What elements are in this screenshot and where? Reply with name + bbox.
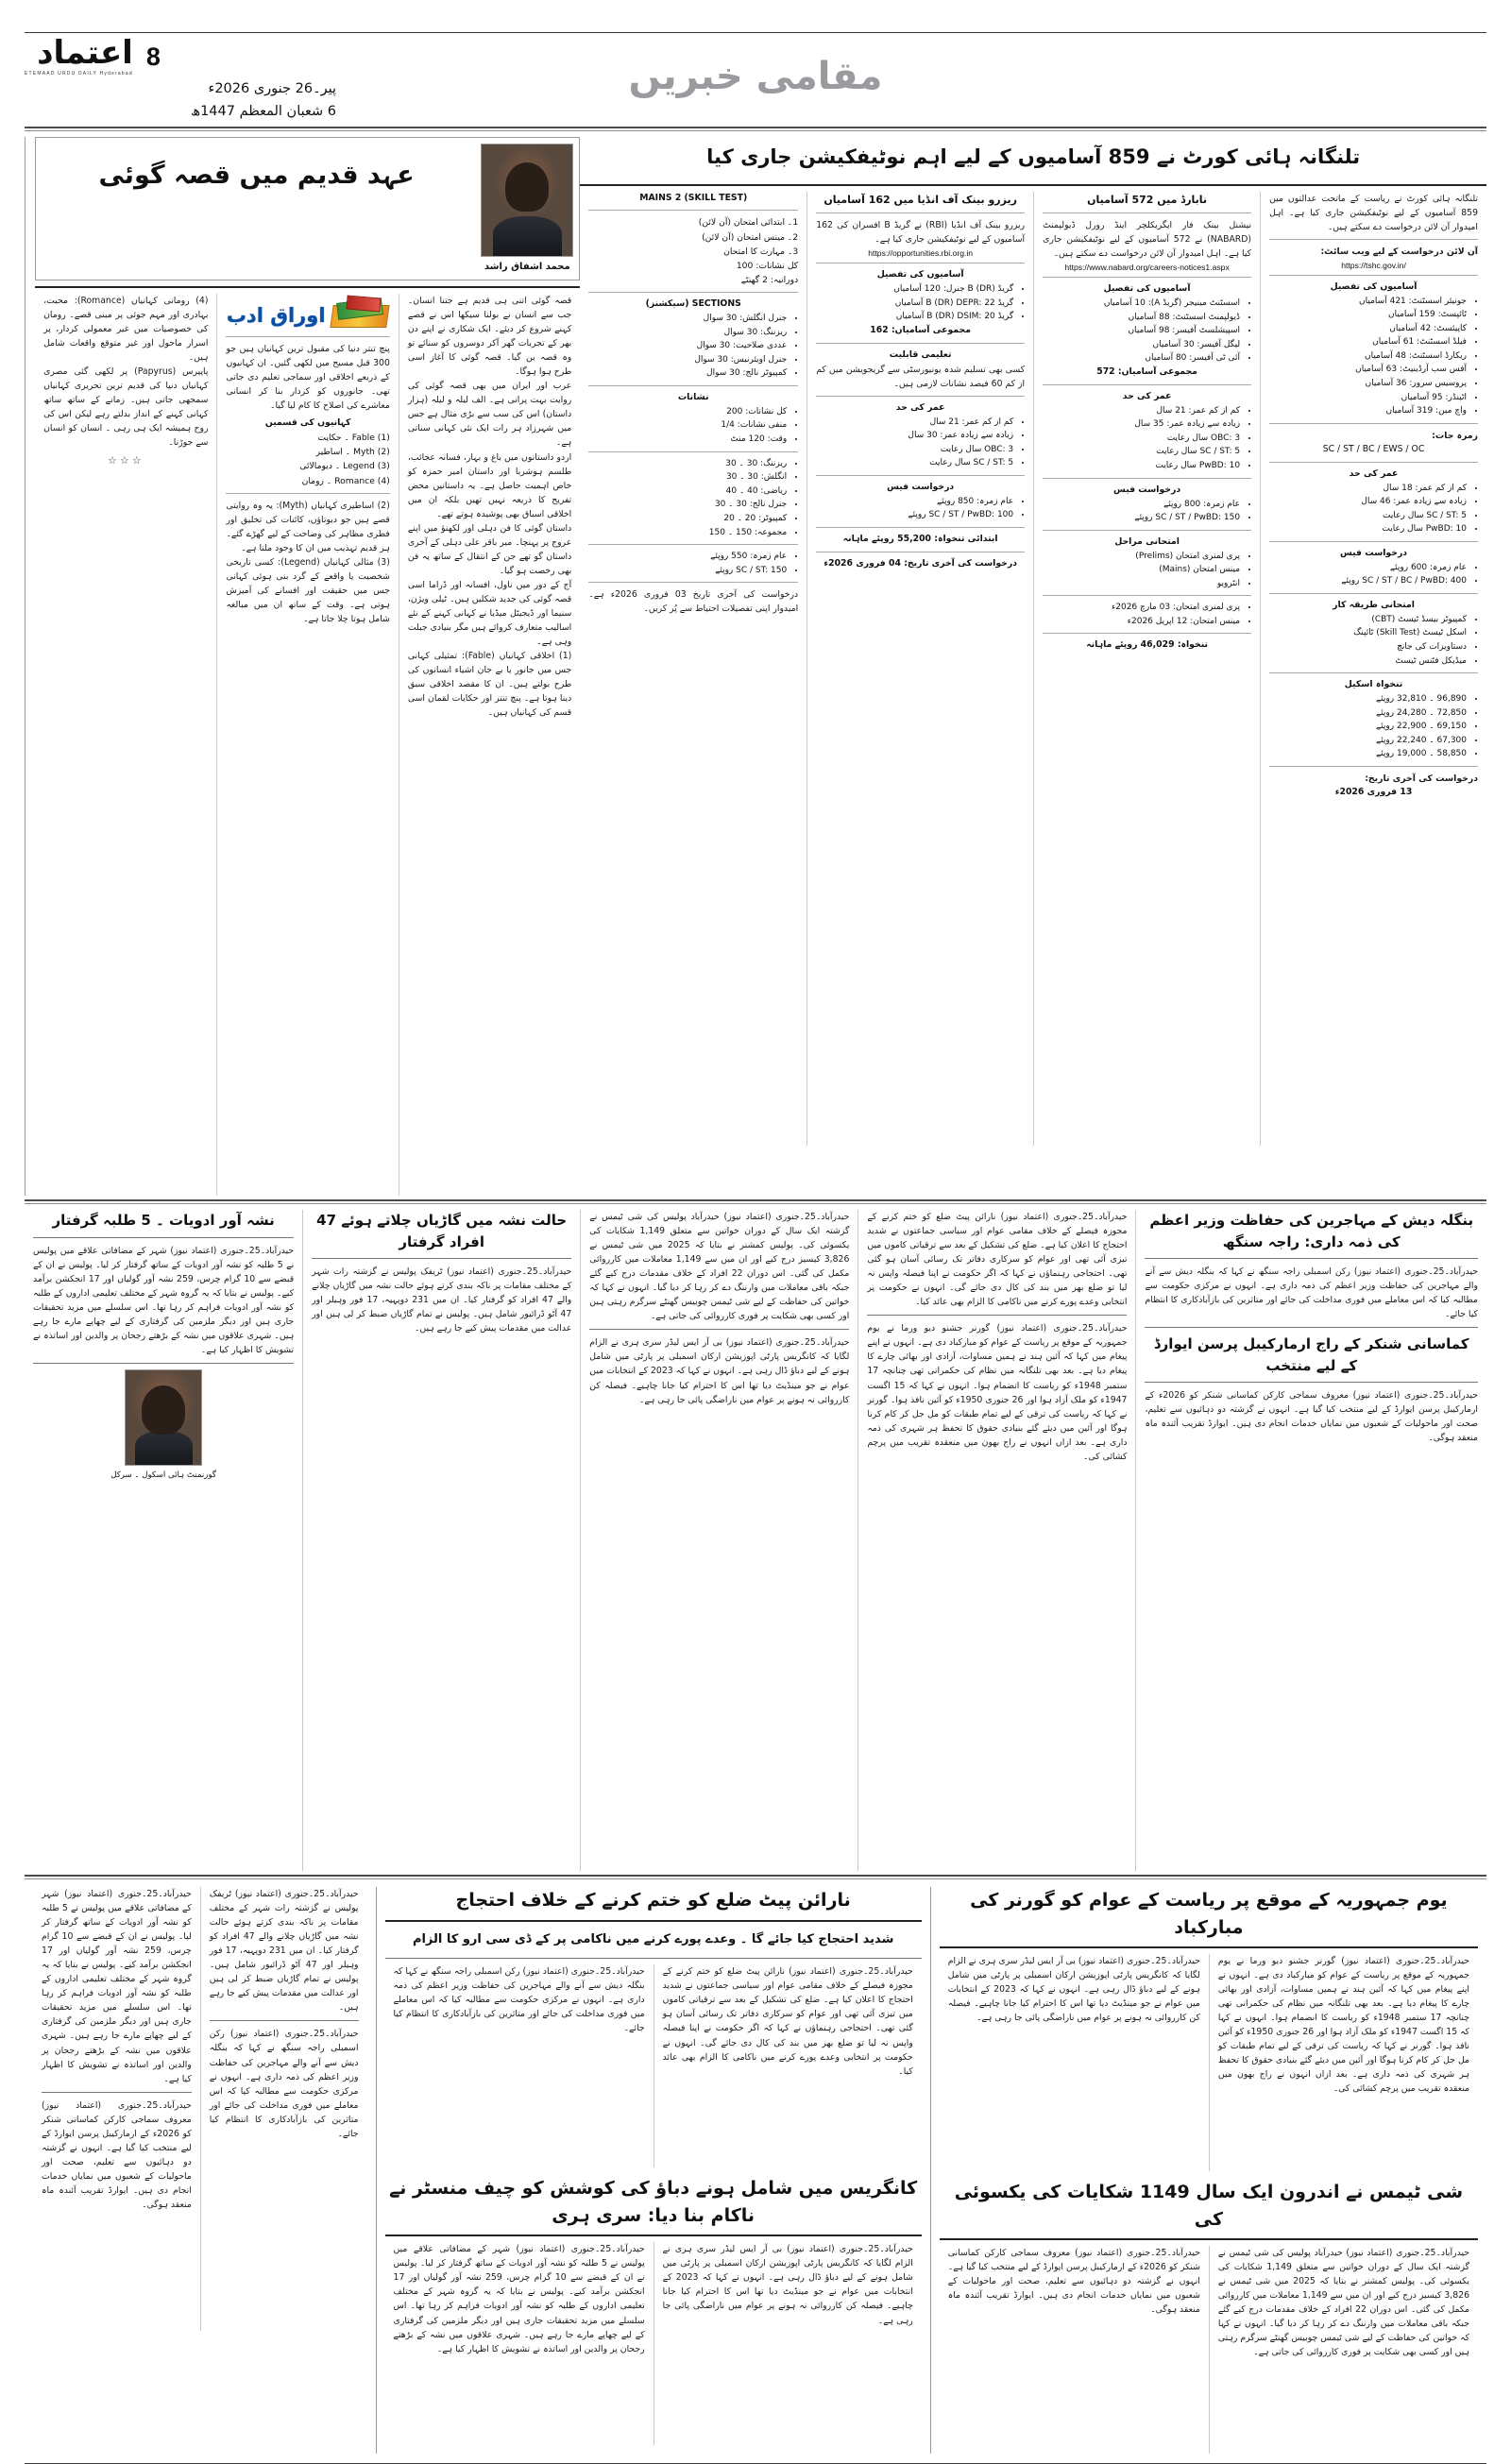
date-item: • مینس امتحان: 12 اپریل 2026ء xyxy=(1043,615,1240,629)
notification-headline: تلنگانہ ہائی کورٹ نے 859 آسامیوں کے لیے اہم نوٹیفکیشن جاری کیا xyxy=(706,145,1361,168)
divider xyxy=(588,385,798,386)
col-b-age-title: عمر کی حد xyxy=(1122,390,1172,401)
feature-col-3 xyxy=(35,294,216,1196)
section-item: • ریزننگ: 30 سوال xyxy=(588,326,787,340)
feature-col-2 xyxy=(216,294,398,1196)
col-b-dates-list xyxy=(1043,601,1251,628)
narayanpet-subhead: شدید احتجاج کیا جائے گا ۔ وعدے پورے کرنے میں ناکامی پر کے ڈی سی ارو کا الزام xyxy=(412,1931,894,1946)
page-number: 8 xyxy=(145,42,161,71)
post-item: • کاپیئسٹ: 42 آسامیاں xyxy=(1269,322,1467,336)
narayanpet-body: حیدرآباد۔25۔جنوری (اعتماد نیوز) نارائن پیٹ ضلع کو ختم کرنے کے مجوزہ فیصلے کے خلاف مقامی عوام اور سیاسی جماعتوں نے شدید احتجاج کا اعلان کیا ہے۔ ضلع کی تشکیل کے بعد سے ترقیاتی کاموں میں تیزی آئی تھی اور عوام کو سرکاری دفاتر تک رسائی آسان ہو گئی تھی۔ احتجاجی رہنماؤں نے کہا کہ اگر حکومت نے اپنا فیصلہ واپس نہ لیا تو ضلع بھر میں بند کی کال دی جائے گی۔ انہوں نے حکومت پر انتخابی وعدے پورے کرنے میں ناکامی کا الزام بھی عائد کیا۔ xyxy=(662,1966,913,2077)
col-b-fee-title: درخواست فیس xyxy=(1113,484,1181,495)
divider xyxy=(940,1946,1478,1948)
brief-body: حیدرآباد۔25۔جنوری (اعتماد نیوز) رکن اسمبلی راجہ سنگھ نے کہا کہ بنگلہ دیش سے آنے والے مہاجرین کی حفاظت وزیر اعظم کی ذمہ داری ہے۔ انہوں نے مرکزی حکومت سے مطالبہ کیا کہ اس معاملے میں فوری مداخلت کی جائے اور متاثرین کی بازآبادکاری کا انتظام کیا جائے۔ xyxy=(1145,1266,1478,1320)
she-teams-cols xyxy=(940,2246,1478,2454)
congress-cols xyxy=(385,2242,922,2445)
divider xyxy=(588,210,798,211)
col-c-salary: 55,200 روپئے ماہانہ xyxy=(842,533,932,544)
brief-body: حیدرآباد۔25۔جنوری (اعتماد نیوز) ٹریفک پولیس نے گزشتہ رات شہر کے مختلف مقامات پر ناکہ بندی کرتے ہوئے حالت نشہ میں گاڑیاں چلانے والے 47 افراد کو گرفتار کیا۔ ان میں 231 دوپہیہ، 17 فور وہیلر اور 47 آٹو ڈرائیور شامل ہیں۔ پولیس نے تمام گاڑیاں ضبط کر لی ہیں اور عدالت میں مقدمات پیش کیے جا رہے ہیں۔ xyxy=(312,1266,572,1334)
col-b-total-label: مجموعی آسامیاں: xyxy=(1117,366,1197,377)
divider xyxy=(1269,672,1478,673)
col-c-salary-label: ابتدائی تنخواہ: xyxy=(934,533,998,544)
notification-col-b xyxy=(1033,192,1260,1146)
left-brief-body: حیدرآباد۔25۔جنوری (اعتماد نیوز) شہر کے مضافاتی علاقے میں پولیس نے 5 طلبہ کو نشہ آور ادویات کے ساتھ گرفتار کر لیا۔ پولیس نے ان کے قبضے سے 10 گرام چرس، 259 نشہ آور گولیاں اور 17 انجکشن برآمد کیے۔ پولیس نے بتایا کہ یہ گروہ شہر کے مختلف تعلیمی اداروں کے طلبہ کو نشہ آور ادویات فراہم کر رہا تھا۔ اس سلسلے میں مزید تحقیقات جاری ہیں اور دیگر ملزمین کی گرفتاری کے لیے چھاپے مارے جا رہے ہیں۔ شہری علاقوں میں نشہ کے بڑھتے رجحان پر والدین اور اساتذہ نے تشویش کا اظہار کیا ہے۔ xyxy=(42,1889,192,2084)
divider xyxy=(1043,633,1251,634)
col-a-age-list xyxy=(1269,482,1478,536)
feature-para: اردو داستانوں میں باغ و بہار، فسانہ عجائب، طلسم ہوشربا اور داستان امیر حمزہ کو خاص اہمیت حاصل ہے۔ یہ داستانیں محض تفریح کا ذریعہ نہیں تھیں بلکہ ان میں اخلاقی اسباق بھی پوشیدہ ہوتے تھے۔ xyxy=(407,451,572,519)
feature-header xyxy=(35,137,580,280)
books-icon xyxy=(331,299,390,331)
age-item: • کم از کم عمر: 21 سال xyxy=(816,416,1013,430)
bottom-left-col-1 xyxy=(200,1887,367,2331)
feature-para: قصہ گوئی اتنی ہی قدیم ہے جتنا انسان۔ جب سے انسان نے بولنا سیکھا اس نے قصے کہنے شروع کر دیئے۔ ایک شکاری نے اپنے دن بھر کے تجربات گھر آکر دوسروں کو سنائے تو وہ قصہ بن گیا۔ قصہ گوئی کا آغاز اسی طرح ہوا ہوگا۔ xyxy=(407,296,572,378)
brief-photo-caption: گورنمنٹ ہائی اسکول ۔ سرکل xyxy=(110,1470,216,1480)
divider xyxy=(1269,462,1478,463)
divider xyxy=(312,1258,571,1259)
section-title: مقامی خبریں xyxy=(628,55,883,98)
she-col-2 xyxy=(940,2246,1209,2454)
subject-item: • جنرل نالج: 30 ۔ 30 xyxy=(588,498,787,512)
exam-item: • اسکل ٹیسٹ (Skill Test) ٹائپنگ xyxy=(1269,626,1467,640)
col-b-age-list xyxy=(1043,404,1251,473)
divider xyxy=(42,2092,192,2093)
feature-rule xyxy=(35,286,580,288)
row-item: کل نشانات: 100 xyxy=(736,260,799,271)
col-c-total-row xyxy=(816,324,1025,338)
divider xyxy=(385,1958,922,1959)
age-item: • کم از کم عمر: 21 سال xyxy=(1043,404,1240,418)
col-d-rows xyxy=(588,215,798,287)
col-d-subject-list xyxy=(588,457,798,539)
post-item: • ریکارڈ اسسٹنٹ: 48 آسامیاں xyxy=(1269,349,1467,364)
notification-col-a xyxy=(1260,192,1486,1146)
col-a-fee-list xyxy=(1269,561,1478,588)
col-b-website[interactable]: https://www.nabard.org/careers-notices1.aspx xyxy=(1064,263,1230,273)
book-red-icon xyxy=(346,295,381,312)
feature-categories-heading: کہانیوں کی قسمیں xyxy=(264,417,351,429)
col-c-salary-row xyxy=(816,533,1025,547)
end-ornament: ☆☆☆ xyxy=(107,454,144,467)
brief-body: حیدرآباد۔25۔جنوری (اعتماد نیوز) معروف سماجی کارکن کماسانی شنکر کو 2026ء کے ارمارکیبل پرسن ایوارڈ کے لیے منتخب کیا گیا ہے۔ انہوں نے گزشتہ دو دہائیوں سے تعلیم، صحت اور ماحولیات کے شعبوں میں نمایاں خدمات انجام دی ہیں۔ ایوارڈ تقریب آئندہ ماہ منعقد ہوگی۔ xyxy=(1145,1390,1478,1444)
row-item: 2۔ مینس امتحان (آن لائن) xyxy=(702,231,799,243)
congress-col-2 xyxy=(385,2242,654,2445)
age-item: • زیادہ سے زیادہ عمر: 30 سال xyxy=(816,429,1013,443)
exam-item: • کمپیوٹر بیسڈ ٹیسٹ (CBT) xyxy=(1269,613,1467,627)
post-item: • اسسٹنٹ مینیجر (گریڈ A): 10 آسامیاں xyxy=(1043,297,1240,311)
divider xyxy=(1043,212,1251,213)
salary-item: • 72,850 ۔ 24,280 روپئے xyxy=(1269,706,1467,721)
row-item: دورانیہ: 2 گھنٹے xyxy=(740,275,799,286)
col-b-total: 572 xyxy=(1096,366,1115,377)
age-item: • OBC: 3 سال رعایت xyxy=(816,443,1013,457)
salary-item: • 69,150 ۔ 22,900 روپئے xyxy=(1269,720,1467,734)
fee-item: • SC / ST / PwBD: 150 روپئے xyxy=(1043,511,1240,525)
she-teams-headline: شی ٹیمس نے اندرون ایک سال 1149 شکایات کی یکسوئی کی xyxy=(954,2182,1464,2230)
narayanpet-body-cont: حیدرآباد۔25۔جنوری (اعتماد نیوز) رکن اسمبلی راجہ سنگھ نے کہا کہ بنگلہ دیش سے آنے والے مہاجرین کی حفاظت وزیر اعظم کی ذمہ داری ہے۔ انہوں نے مرکزی حکومت سے مطالبہ کیا کہ اس معاملے میں فوری مداخلت کی جائے اور متاثرین کی بازآبادکاری کا انتظام کیا جائے۔ xyxy=(393,1966,645,2034)
divider xyxy=(588,451,798,452)
post-item: • لیگل آفیسر: 30 آسامیاں xyxy=(1043,338,1240,352)
narayanpet-block xyxy=(376,1887,931,2454)
left-brief-body: حیدرآباد۔25۔جنوری (اعتماد نیوز) رکن اسمبلی راجہ سنگھ نے کہا کہ بنگلہ دیش سے آنے والے مہاجرین کی حفاظت وزیر اعظم کی ذمہ داری ہے۔ انہوں نے مرکزی حکومت سے مطالبہ کیا کہ اس معاملے میں فوری مداخلت کی جائے اور متاثرین کی بازآبادکاری کا انتظام کیا جائے۔ xyxy=(209,2029,359,2139)
paper-logo-row xyxy=(25,34,336,76)
col-d-heading: MAINS 2 (SKILL TEST) xyxy=(639,192,748,203)
fee-item: • عام زمرہ: 550 روپئے xyxy=(588,550,787,564)
notification-columns xyxy=(580,192,1486,1146)
divider xyxy=(1269,541,1478,542)
category-item: (2) Myth ۔ اساطیر xyxy=(315,447,390,458)
col-c-age-title: عمر کی حد xyxy=(895,401,945,413)
subject-item: • مجموعہ: 150 ۔ 150 xyxy=(588,526,787,540)
col-b-salary: 46,029 روپئے ماہانہ xyxy=(1086,639,1175,651)
feature-closing: پاپیرس (Papyrus) پر لکھی گئی مصری کہانیاں دنیا کی قدیم ترین تحریری کہانیاں سمجھی جاتی ہیں۔ زمانے کے ساتھ ساتھ کہانی کہنے کے انداز بدلتے رہے لیکن اس کی روح ہمیشہ ایک ہی رہی ۔ انسان کو انسان سے جوڑنا۔ xyxy=(43,366,209,449)
col-c-elig-title: تعلیمی قابلیت xyxy=(889,348,952,360)
briefs-zone xyxy=(25,1210,1486,1871)
brief-photo xyxy=(125,1369,202,1466)
col-b-fee-list xyxy=(1043,498,1251,525)
paper-name-latin: ETEMAAD URDU DAILY Hyderabad xyxy=(25,71,133,76)
divider xyxy=(1269,423,1478,424)
col-d-sections-title: SECTIONS (سیکشنز) xyxy=(645,298,741,310)
divider xyxy=(1145,1258,1478,1259)
feature-categories xyxy=(226,431,389,488)
bottom-left-cols xyxy=(33,1887,367,2331)
feature-para: پنچ تنتر دنیا کی مقبول ترین کہانیاں ہیں جو 300 قبل مسیح میں لکھی گئیں۔ ان کہانیوں کے ذریعے اخلاقی اور سماجی تعلیم دی جاتی تھی۔ جانوروں کو کردار بنا کر انسانی معاشرے کی اصلاح کا کام لیا گیا۔ xyxy=(226,344,390,412)
age-item: • SC / ST: 5 سال رعایت xyxy=(816,456,1013,470)
age-item: • زیادہ سے زیادہ عمر: 46 سال xyxy=(1269,495,1467,509)
col-b-salary-row xyxy=(1043,638,1251,653)
feature-columns xyxy=(35,294,580,1196)
republic-col-1 xyxy=(1209,1954,1478,2171)
col-c-fee-title: درخواست فیس xyxy=(887,481,955,492)
date-item: • پری لمنری امتحان: 03 مارچ 2026ء xyxy=(1043,601,1240,615)
congress-body: حیدرآباد۔25۔جنوری (اعتماد نیوز) بی آر ایس لیڈر سری ہری نے الزام لگایا کہ کانگریس پارٹی اپوزیشن ارکان اسمبلی پر پارٹی میں شامل ہونے کے لیے دباؤ ڈال رہی ہے۔ انہوں نے کہا کہ 2023 کے انتخابات میں عوام نے جو مینڈیٹ دیا تھا اس کا احترام کیا جانا چاہیے۔ فیصلہ کن کارروائی نہ ہونے پر عوام میں ناراضگی پائی جا رہی ہے۔ xyxy=(662,2244,913,2326)
post-item: • پروسیس سرور: 36 آسامیاں xyxy=(1269,377,1467,391)
post-item: • جونیئر اسسٹنٹ: 421 آسامیاں xyxy=(1269,295,1467,309)
feature-para: (1) اخلاقی کہانیاں (Fable): تمثیلی کہانی جس میں جانور یا بے جان اشیاء انسانوں کی طرح بولتے ہیں۔ ان کا مقصد اخلاقی سبق دینا ہوتا ہے۔ پنچ تنتر اور حکایات لقمان اسی قسم کی کہانیاں ہیں۔ xyxy=(407,651,572,719)
col-b-exam-list xyxy=(1043,550,1251,591)
masthead-left xyxy=(25,33,336,122)
section-item: • کمپیوٹر نالج: 30 سوال xyxy=(588,366,787,381)
divider xyxy=(816,527,1025,528)
bottom-left-block xyxy=(25,1887,376,2454)
divider xyxy=(385,2235,922,2236)
bottom-left-col-2 xyxy=(33,1887,200,2331)
col-a-posts-list xyxy=(1269,295,1478,418)
divider xyxy=(588,544,798,545)
feature-note: (3) مثالی کہانیاں (Legend): کسی تاریخی شخصیت یا واقعے کے گرد بنی ہوئی کہانی جس میں حقیقت اور افسانے کی آمیزش ہوتی ہے۔ وقت کے ساتھ ان میں مبالغہ شامل ہوتا چلا جاتا ہے۔ xyxy=(226,556,390,625)
divider xyxy=(385,1920,922,1922)
col-c-intro: ریزرو بینک آف انڈیا (RBI) نے گریڈ B افسران کی 162 آسامیوں کے لیے نوٹیفکیشن جاری کیا ہے۔ xyxy=(816,220,1026,246)
row-item: 1۔ ابتدائی امتحان (آن لائن) xyxy=(698,217,799,229)
she-body-cont: حیدرآباد۔25۔جنوری (اعتماد نیوز) معروف سماجی کارکن کماسانی شنکر کو 2026ء کے ارمارکیبل پرسن ایوارڈ کے لیے منتخب کیا گیا ہے۔ انہوں نے گزشتہ دو دہائیوں سے تعلیم، صحت اور ماحولیات کے شعبوں میں نمایاں خدمات انجام دی ہیں۔ ایوارڈ تقریب آئندہ ماہ منعقد ہوگی۔ xyxy=(947,2248,1200,2316)
feature-col-1 xyxy=(399,294,580,1196)
brief-col-4 xyxy=(302,1210,580,1871)
brief-headline: حالت نشہ میں گاڑیاں چلاتے ہوئے 47 افراد گرفتار xyxy=(316,1212,568,1250)
divider xyxy=(816,212,1025,213)
fee-item: • SC / ST / PwBD: 100 روپئے xyxy=(816,508,1013,522)
post-item: • اٹینڈر: 95 آسامیاں xyxy=(1269,391,1467,405)
divider xyxy=(1043,384,1251,385)
divider xyxy=(1043,478,1251,479)
col-b-total-row xyxy=(1043,365,1251,380)
brief-body-cont: حیدرآباد۔25۔جنوری (اعتماد نیوز) بی آر ایس لیڈر سری ہری نے الزام لگایا کہ کانگریس پارٹی اپوزیشن ارکان اسمبلی پر پارٹی میں شامل ہونے کے لیے دباؤ ڈال رہی ہے۔ انہوں نے کہا کہ 2023 کے انتخابات میں عوام نے جو مینڈیٹ دیا تھا اس کا احترام کیا جانا چاہیے۔ فیصلہ کن کارروائی نہ ہونے پر عوام میں ناراضگی پائی جا رہی ہے۔ xyxy=(589,1337,850,1405)
divider xyxy=(1043,277,1251,278)
subject-item: • ریزننگ: 30 ۔ 30 xyxy=(588,457,787,471)
republic-body-cont: حیدرآباد۔25۔جنوری (اعتماد نیوز) بی آر ایس لیڈر سری ہری نے الزام لگایا کہ کانگریس پارٹی اپوزیشن ارکان اسمبلی پر پارٹی میں شامل ہونے کے لیے دباؤ ڈال رہی ہے۔ انہوں نے کہا کہ 2023 کے انتخابات میں عوام نے جو مینڈیٹ دیا تھا اس کا احترام کیا جانا چاہیے۔ فیصلہ کن کارروائی نہ ہونے پر عوام میں ناراضگی پائی جا رہی ہے۔ xyxy=(947,1956,1200,2024)
exam-item: • مینس امتحان (Mains) xyxy=(1043,563,1240,577)
fee-item: • SC / ST / BC / PwBD: 400 روپئے xyxy=(1269,574,1467,588)
exam-item: • دستاویزات کی جانچ xyxy=(1269,640,1467,654)
col-a-exam-list xyxy=(1269,613,1478,668)
divider xyxy=(1269,593,1478,594)
feature-para: آج کے دور میں ناول، افسانہ اور ڈراما اسی قصہ گوئی کی جدید شکلیں ہیں۔ ٹیلی ویژن، سنیما اور ڈیجیٹل میڈیا نے کہانی کہنے کے نئے اسالیب متعارف کروائے ہیں مگر بنیادی جبلت وہی ہے۔ xyxy=(407,579,572,648)
notification-col-c xyxy=(806,192,1033,1146)
brief-col-3 xyxy=(580,1210,857,1871)
section-item: • جنرل اویئرنیس: 30 سوال xyxy=(588,353,787,367)
republic-day-cols xyxy=(940,1954,1478,2171)
top-zone xyxy=(25,137,1486,1196)
col-a-posts-title: آسامیوں کی تفصیل xyxy=(1330,280,1418,292)
feature-para: داستان گوئی کا فن دہلی اور لکھنؤ میں اپنے عروج پر پہنچا۔ میر باقر علی دہلی کے آخری داستان گو تھے جن کے انتقال کے ساتھ یہ فن بھی رخصت ہو گیا۔ xyxy=(407,522,572,576)
age-item: • SC / ST: 5 سال رعایت xyxy=(1043,445,1240,459)
col-a-salary-head: تنخواہ اسکیل xyxy=(1344,679,1403,690)
fee-item: • عام زمرہ: 850 روپئے xyxy=(816,495,1013,509)
col-d-fee-list xyxy=(588,550,798,577)
col-c-total-label: مجموعی آسامیاں: xyxy=(891,324,971,335)
col-c-posts-title: آسامیوں کی تفصیل xyxy=(876,269,964,280)
date-gregorian: پیر۔26 جنوری 2026ء xyxy=(208,81,336,96)
author-photo xyxy=(481,144,573,257)
fee-item: • عام زمرہ: 800 روپئے xyxy=(1043,498,1240,512)
masthead-bottom-rule xyxy=(25,127,1486,131)
post-item: • آئی ٹی آفیسر: 80 آسامیاں xyxy=(1043,351,1240,365)
col-b-exam-title: امتحانی مراحل xyxy=(1114,535,1180,547)
col-d-marks-list xyxy=(588,405,798,447)
divider xyxy=(1269,239,1478,240)
awraq-adab-logo xyxy=(226,299,389,331)
brief-body-cont: حیدرآباد۔25۔جنوری (اعتماد نیوز) گورنر جشنو دیو ورما نے یوم جمہوریہ کے موقع پر ریاست کے عوام کو مبارکباد دی ہے۔ انہوں نے اپنے پیغام میں کہا کہ آئین ہند نے ہمیں مساوات، آزادی اور بھائی چارے کا پیغام دیا ہے۔ بعد بھی تلنگانہ میں نظام کی حکمرانی تھی چنانچہ 17 ستمبر 1948ء کو ریاست کا انضمام ہوا۔ انہوں نے کہا کہ 15 اگست 1947ء کو ملک آزاد ہوا اور 26 جنوری 1950ء کو آئین نافذ ہوا۔ گورنر نے کہا کہ ریاست کی ترقی کے لیے تمام طبقات کو مل جل کر کام کرنا ہوگا اور آئین میں دیئے گئے بنیادی حقوق کا تحفظ ہر شہری کی ذمہ داری ہے۔ بعد ازاں انہوں نے راج بھون میں منعقدہ تقریب میں پرچم کشائی کی۔ xyxy=(867,1323,1128,1462)
col-d-marks-title: نشانات xyxy=(677,392,709,402)
col-b-salary-label: تنخواہ: xyxy=(1177,639,1208,651)
brief-body: حیدرآباد۔25۔جنوری (اعتماد نیوز) شہر کے مضافاتی علاقے میں پولیس نے 5 طلبہ کو نشہ آور ادویات کے ساتھ گرفتار کر لیا۔ پولیس نے ان کے قبضے سے 10 گرام چرس، 259 نشہ آور گولیاں اور 17 انجکشن برآمد کیے۔ پولیس نے بتایا کہ یہ گروہ شہر کے مختلف تعلیمی اداروں کے طلبہ کو نشہ آور ادویات فراہم کر رہا تھا۔ اس سلسلے میں مزید تحقیقات جاری ہیں اور دیگر ملزمین کی گرفتاری کے لیے چھاپے مارے جا رہے ہیں۔ شہری علاقوں میں نشہ کے بڑھتے رجحان پر والدین اور اساتذہ نے تشویش کا اظہار کیا ہے۔ xyxy=(33,1245,295,1355)
divider xyxy=(1145,1327,1478,1328)
age-item: • PwBD: 10 سال رعایت xyxy=(1043,459,1240,473)
exam-item: • پری لمنری امتحان (Prelims) xyxy=(1043,550,1240,564)
col-a-website[interactable]: https://tshc.gov.in/ xyxy=(1341,260,1406,270)
salary-item: • 58,850 ۔ 19,000 روپئے xyxy=(1269,747,1467,761)
republic-day-headline: یوم جمہوریہ کے موقع پر ریاست کے عوام کو گورنر کی مبارکباد xyxy=(970,1890,1448,1938)
divider xyxy=(1269,275,1478,276)
post-item: • اسپیشلسٹ آفیسر: 98 آسامیاں xyxy=(1043,324,1240,338)
republic-body: حیدرآباد۔25۔جنوری (اعتماد نیوز) گورنر جشنو دیو ورما نے یوم جمہوریہ کے موقع پر ریاست کے عوام کو مبارکباد دی ہے۔ انہوں نے اپنے پیغام میں کہا کہ آئین ہند نے ہمیں مساوات، آزادی اور بھائی چارے کا پیغام دیا ہے۔ بعد بھی تلنگانہ میں نظام کی حکمرانی تھی چنانچہ 17 ستمبر 1948ء کو ریاست کا انضمام ہوا۔ انہوں نے کہا کہ 15 اگست 1947ء کو ملک آزاد ہوا اور 26 جنوری 1950ء کو آئین نافذ ہوا۔ گورنر نے کہا کہ ریاست کی ترقی کے لیے تمام طبقات کو مل جل کر کام کرنا ہوگا اور آئین میں دیئے گئے بنیادی حقوق کا تحفظ ہر شہری کی ذمہ داری ہے۔ بعد ازاں انہوں نے راج بھون میں منعقدہ تقریب میں پرچم کشائی کی۔ xyxy=(1217,1956,1469,2095)
she-col-1 xyxy=(1209,2246,1478,2454)
notification-rule xyxy=(580,184,1486,186)
post-item: • ٹائپسٹ: 159 آسامیاں xyxy=(1269,308,1467,322)
fee-item: • عام زمرہ: 600 روپئے xyxy=(1269,561,1467,575)
section-item: • جنرل انگلش: 30 سوال xyxy=(588,312,787,326)
divider xyxy=(816,396,1025,397)
salary-item: • 96,890 ۔ 32,810 روپئے xyxy=(1269,692,1467,706)
age-item: • کم از کم عمر: 18 سال xyxy=(1269,482,1467,496)
col-c-posts-list xyxy=(816,282,1025,324)
exam-item: • انٹرویو xyxy=(1043,577,1240,591)
col-c-lastdate-row xyxy=(816,557,1025,571)
col-a-salary-list xyxy=(1269,692,1478,761)
age-item: • SC / ST: 5 سال رعایت xyxy=(1269,509,1467,523)
notification-col-d xyxy=(580,192,806,1146)
post-item: • گریڈ B (DR) جنرل: 120 آسامیاں xyxy=(816,282,1013,297)
col-a-website-label: آن لائن درخواست کے لیے ویب سائٹ: xyxy=(1320,246,1478,257)
divider xyxy=(588,292,798,293)
row-item: 3۔ مہارت کا امتحان xyxy=(723,246,799,257)
left-brief-body: حیدرآباد۔25۔جنوری (اعتماد نیوز) معروف سماجی کارکن کماسانی شنکر کو 2026ء کے ارمارکیبل پرسن ایوارڈ کے لیے منتخب کیا گیا ہے۔ انہوں نے گزشتہ دو دہائیوں سے تعلیم، صحت اور ماحولیات کے شعبوں میں نمایاں خدمات انجام دی ہیں۔ ایوارڈ تقریب آئندہ ماہ منعقد ہوگی۔ xyxy=(42,2099,192,2210)
col-c-age-list xyxy=(816,416,1025,470)
notification-block xyxy=(580,137,1486,1196)
congress-body-cont: حیدرآباد۔25۔جنوری (اعتماد نیوز) شہر کے مضافاتی علاقے میں پولیس نے 5 طلبہ کو نشہ آور ادویات کے ساتھ گرفتار کر لیا۔ پولیس نے ان کے قبضے سے 10 گرام چرس، 259 نشہ آور گولیاں اور 17 انجکشن برآمد کیے۔ پولیس نے بتایا کہ یہ گروہ شہر کے مختلف تعلیمی اداروں کے طلبہ کو نشہ آور ادویات فراہم کر رہا تھا۔ اس سلسلے میں مزید تحقیقات جاری ہیں اور دیگر ملزمین کی گرفتاری کے لیے چھاپے مارے جا رہے ہیں۔ شہری علاقوں میں نشہ کے بڑھتے رجحان پر والدین اور اساتذہ نے تشویش کا اظہار کیا ہے۔ xyxy=(393,2244,645,2354)
col-c-total: 162 xyxy=(870,324,889,335)
she-body: حیدرآباد۔25۔جنوری (اعتماد نیوز) حیدرآباد پولیس کی شی ٹیمس نے گزشتہ ایک سال کے دوران خواتین سے متعلق 1,149 شکایات کی یکسوئی کی۔ پولیس کمشنر نے بتایا کہ 2025 میں شی ٹیمس نے 3,826 کیسیز درج کیے اور ان میں سے 1,149 معاملات میں کارروائی مکمل کی گئی۔ اس دوران 22 افراد کے خلاف مقدمات درج کیے گئے جبکہ باقی معاملات میں وارننگ دے کر رہا کر دیا گیا۔ انہوں نے کہا کہ خواتین کی حفاظت کے لیے شی ٹیمس چوبیس گھنٹے سرگرم رہتی ہیں اور کسی بھی شکایت پر فوری کارروائی کی جاتی ہے۔ xyxy=(1217,2248,1470,2358)
republic-col-2 xyxy=(940,1954,1209,2171)
subject-item: • ریاضی: 40 ۔ 40 xyxy=(588,484,787,499)
narayanpet-headline: نارائن پیٹ ضلع کو ختم کرنے کے خلاف احتجاج xyxy=(455,1890,851,1911)
divider xyxy=(867,1315,1127,1316)
col-b-posts-list xyxy=(1043,297,1251,365)
col-a-age-title: عمر کی حد xyxy=(1349,467,1399,479)
col-a-lastdate-label: درخواست کی آخری تاریخ: xyxy=(1365,773,1478,784)
left-brief-body: حیدرآباد۔25۔جنوری (اعتماد نیوز) ٹریفک پولیس نے گزشتہ رات شہر کے مختلف مقامات پر ناکہ بندی کرتے ہوئے حالت نشہ میں گاڑیاں چلانے والے 47 افراد کو گرفتار کیا۔ ان میں 231 دوپہیہ، 17 فور وہیلر اور 47 آٹو ڈرائیور شامل ہیں۔ پولیس نے تمام گاڑیاں ضبط کر لی ہیں اور عدالت میں مقدمات پیش کیے جا رہے ہیں۔ xyxy=(209,1889,359,2014)
lower-rule xyxy=(25,1875,1486,1879)
awraq-adab-label: اوراق ادب xyxy=(226,304,326,327)
divider xyxy=(816,343,1025,344)
divider xyxy=(816,475,1025,476)
col-a-intro: تلنگانہ ہائی کورٹ نے ریاست کے ماتحت عدالتوں میں 859 آسامیوں کے لیے نوٹیفکیشن جاری کیا ہے۔ اہل امیدوار آن لائن درخواست دے سکتے ہیں۔ xyxy=(1269,193,1478,232)
feature-block xyxy=(25,137,580,1196)
narayanpet-cols xyxy=(385,1964,922,2167)
salary-item: • 67,300 ۔ 22,240 روپئے xyxy=(1269,734,1467,748)
brief-body-cont: حیدرآباد۔25۔جنوری (اعتماد نیوز) حیدرآباد پولیس کی شی ٹیمس نے گزشتہ ایک سال کے دوران خواتین سے متعلق 1,149 شکایات کی یکسوئی کی۔ پولیس کمشنر نے بتایا کہ 2025 میں شی ٹیمس نے 3,826 کیسیز درج کیے اور ان میں سے 1,149 معاملات میں کارروائی مکمل کی گئی۔ اس دوران 22 افراد کے خلاف مقدمات درج کیے گئے جبکہ باقی معاملات میں وارننگ دے کر رہا کر دیا گیا۔ انہوں نے کہا کہ خواتین کی حفاظت کے لیے شی ٹیمس چوبیس گھنٹے سرگرم رہتی ہیں اور کسی بھی شکایت پر فوری کارروائی کی جاتی ہے۔ xyxy=(589,1212,850,1322)
marks-item: • منفی نشانات: 1/4 xyxy=(588,418,787,433)
author-name: محمد اشفاق راشد xyxy=(484,262,570,272)
feature-para: عرب اور ایران میں بھی قصہ گوئی کی روایت بہت پرانی ہے۔ الف لیلہ و لیلہ (ہزار داستان) اس کی سب سے بڑی مثال ہے جس میں شہرزاد ہر رات ایک نئی کہانی سناتی ہے۔ xyxy=(407,381,572,449)
brief-col-1 xyxy=(1135,1210,1486,1871)
col-a-exam-title: امتحانی طریقہ کار xyxy=(1333,599,1415,610)
brief-col-5 xyxy=(25,1210,302,1871)
masthead xyxy=(25,33,1486,120)
col-c-elig: کسی بھی تسلیم شدہ یونیورسٹی سے گریجویشن میں کم از کم 60 فیصد نشانات لازمی ہیں۔ xyxy=(816,364,1026,389)
post-item: • فیلڈ اسسٹنٹ: 61 آسامیاں xyxy=(1269,335,1467,349)
brief-headline: بنگلہ دیش کے مہاجرین کی حفاظت وزیر اعظم کی ذمہ داری: راجہ سنگھ xyxy=(1149,1212,1474,1250)
post-item: • گریڈ B (DR) DSIM: 20 آسامیاں xyxy=(816,310,1013,324)
narayanpet-col-2 xyxy=(385,1964,654,2167)
subject-item: • کمپیوٹر: 20 ۔ 20 xyxy=(588,512,787,526)
brief-body-cont: حیدرآباد۔25۔جنوری (اعتماد نیوز) نارائن پیٹ ضلع کو ختم کرنے کے مجوزہ فیصلے کے خلاف مقامی عوام اور سیاسی جماعتوں نے شدید احتجاج کا اعلان کیا ہے۔ ضلع کی تشکیل کے بعد سے ترقیاتی کاموں میں تیزی آئی تھی اور عوام کو سرکاری دفاتر تک رسائی آسان ہو گئی تھی۔ احتجاجی رہنماؤں نے کہا کہ اگر حکومت نے اپنا فیصلہ واپس نہ لیا تو ضلع بھر میں بند کی کال دی جائے گی۔ انہوں نے حکومت پر انتخابی وعدے پورے کرنے میں ناکامی کا الزام بھی عائد کیا۔ xyxy=(867,1212,1128,1308)
age-item: • زیادہ سے زیادہ عمر: 35 سال xyxy=(1043,417,1240,432)
divider xyxy=(226,336,389,337)
subject-item: • انگلش: 30 ۔ 30 xyxy=(588,470,787,484)
marks-item: • وقت: 120 منٹ xyxy=(588,433,787,447)
col-b-intro: نیشنل بینک فار ایگریکلچر اینڈ رورل ڈیولپمنٹ (NABARD) نے 572 آسامیوں کے لیے نوٹیفکیشن جاری کیا ہے۔ اہل امیدوار آن لائن درخواست دے سکتے ہیں۔ xyxy=(1043,220,1252,260)
age-item: • PwBD: 10 سال رعایت xyxy=(1269,522,1467,536)
col-b-posts-title: آسامیوں کی تفصیل xyxy=(1103,283,1191,295)
col-d-sections-list xyxy=(588,312,798,381)
divider xyxy=(33,1237,294,1238)
col-c-lastdate-label: درخواست کی آخری تاریخ: xyxy=(904,557,1017,569)
post-item: • آفس سب آرڈینیٹ: 63 آسامیاں xyxy=(1269,363,1467,377)
section-item: • عددی صلاحیت: 30 سوال xyxy=(588,339,787,353)
paper-name: اعتماد xyxy=(37,34,133,72)
category-item: (3) Legend ۔ دیومالائی xyxy=(299,461,390,472)
col-a-categories: SC / ST / BC / EWS / OC xyxy=(1322,443,1425,454)
congress-headline: کانگریس میں شامل ہونے دباؤ کی کوشش کو چیف منسٹر نے ناکام بنا دیا: سری ہری xyxy=(389,2178,918,2226)
divider xyxy=(226,493,389,494)
divider xyxy=(1043,595,1251,596)
divider xyxy=(940,2238,1478,2240)
author-photo-wrap xyxy=(481,144,573,274)
brief-headline: کماسانی شنکر کے راج ارمارکیبل پرسن ایوارڈ کے لیے منتخب xyxy=(1153,1335,1469,1374)
col-c-website[interactable]: https://opportunities.rbi.org.in xyxy=(868,248,974,259)
col-d-note: درخواست کی آخری تاریخ 03 فروری 2026ء ہے۔ امیدوار اپنی تفصیلات احتیاط سے پُر کریں۔ xyxy=(588,589,799,615)
divider xyxy=(210,2020,359,2021)
col-a-reservation-label: زمرہ جات: xyxy=(1432,430,1478,441)
divider xyxy=(589,1329,849,1330)
category-item: (4) Romance ۔ رومان xyxy=(301,475,390,486)
col-c-fee-list xyxy=(816,495,1025,522)
col-a-fee-title: درخواست فیس xyxy=(1339,547,1408,558)
exam-item: • میڈیکل فٹنس ٹیسٹ xyxy=(1269,654,1467,669)
divider xyxy=(1269,766,1478,767)
congress-col-1 xyxy=(654,2242,922,2445)
bottom-zone xyxy=(25,1887,1486,2454)
feature-note: (4) رومانی کہانیاں (Romance): محبت، بہادری اور مہم جوئی پر مبنی قصے۔ رومان کی خصوصیات میں غیر معمولی کردار، پر اسرار ماحول اور غیر متوقع واقعات شامل ہیں۔ xyxy=(43,296,209,364)
col-b-heading: نابارڈ میں 572 آسامیاں xyxy=(1087,193,1208,206)
marks-item: • کل نشانات: 200 xyxy=(588,405,787,419)
divider xyxy=(33,1363,294,1364)
divider xyxy=(1043,530,1251,531)
brief-col-2 xyxy=(857,1210,1135,1871)
category-item: (1) Fable ۔ حکایت xyxy=(317,433,390,444)
mid-rule xyxy=(25,1199,1486,1204)
post-item: • گریڈ B (DR) DEPR: 22 آسامیاں xyxy=(816,297,1013,311)
col-c-heading: ریزرو بینک آف انڈیا میں 162 آسامیاں xyxy=(823,193,1017,206)
post-item: • واچ مین: 319 آسامیاں xyxy=(1269,404,1467,418)
brief-headline: نشہ آور ادویات ۔ 5 طلبہ گرفتار xyxy=(52,1212,275,1229)
age-item: • OBC: 3 سال رعایت xyxy=(1043,432,1240,446)
feature-headline: عہد قدیم میں قصہ گوئی xyxy=(98,161,415,190)
date-hijri: 6 شعبان المعظم 1447ھ xyxy=(190,104,336,120)
divider xyxy=(588,582,798,583)
col-a-lastdate: 13 فروری 2026ء xyxy=(1334,786,1413,797)
narayanpet-col-1 xyxy=(654,1964,922,2167)
divider xyxy=(1145,1382,1478,1383)
fee-item: • SC / ST: 150 روپئے xyxy=(588,564,787,578)
bottom-right-block xyxy=(931,1887,1486,2454)
post-item: • ڈیولپمنٹ اسسٹنٹ: 88 آسامیاں xyxy=(1043,311,1240,325)
feature-note: (2) اساطیری کہانیاں (Myth): یہ وہ روایتی قصے ہیں جو دیوتاؤں، کائنات کی تخلیق اور فطری مظاہر کی وضاحت کے لیے گھڑے گئے۔ ہر قدیم تہذیب میں ان کا وجود ملتا ہے۔ xyxy=(226,500,390,553)
col-c-lastdate: 04 فروری 2026ء xyxy=(823,557,901,569)
